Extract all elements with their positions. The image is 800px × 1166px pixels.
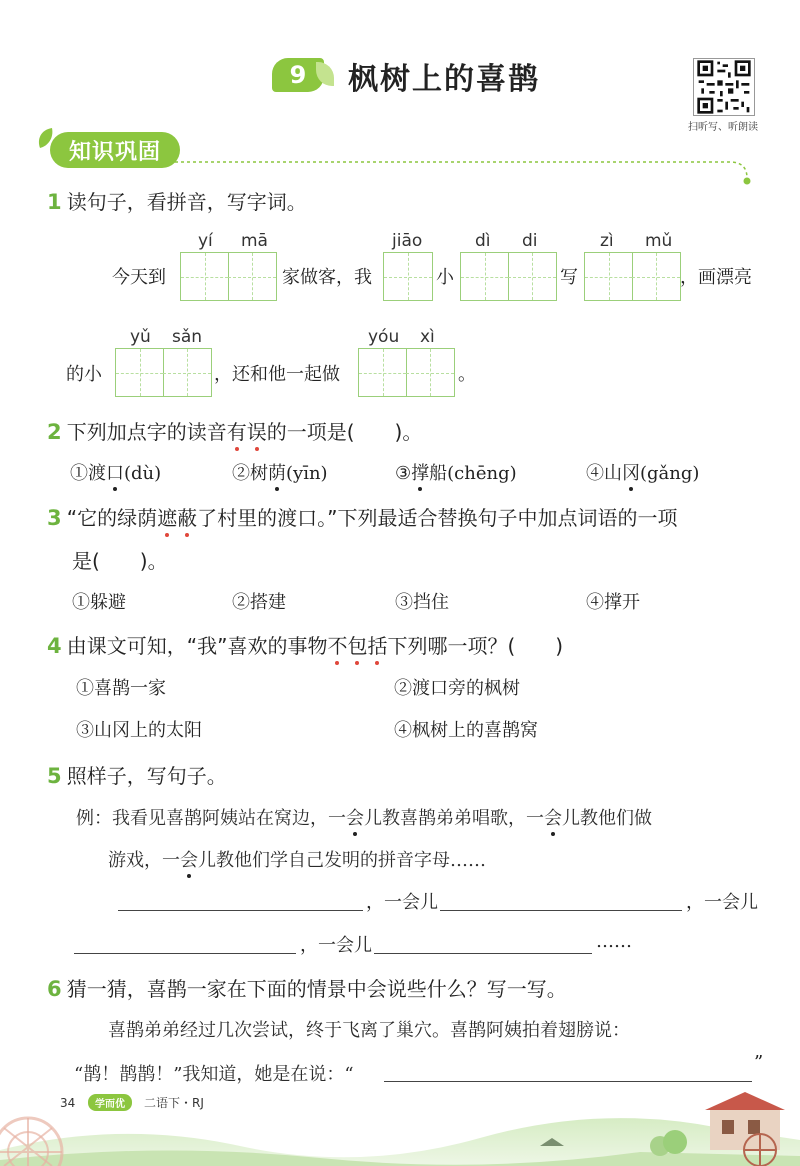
question-number: 5 [47, 764, 62, 788]
lesson-number-badge [272, 58, 324, 92]
question-number: 6 [47, 977, 62, 1001]
emphasis-char: 括 [367, 630, 387, 659]
example-text: 教喜鹊弟弟唱歌， [382, 808, 526, 829]
scenario-line-2: “鹊！鹊鹊！”我知道，她是在说：“ [74, 1064, 354, 1085]
emphasis-char: 口 [106, 459, 124, 485]
question-3 [47, 502, 677, 531]
option-1[interactable] [70, 459, 161, 485]
closing-quote: ” [754, 1052, 764, 1073]
question-prompt: 由课文可知，“我”喜欢的事物 [66, 634, 328, 658]
emphasis-char: 遮 [157, 502, 177, 531]
page-number: 34 [60, 1096, 76, 1110]
fill-text: ，一会儿 [300, 935, 372, 956]
sentence-text: 。 [458, 364, 476, 385]
sentence-text: 今天到 [112, 267, 166, 288]
option-text: (yīn) [286, 463, 328, 484]
option-text: (dù) [124, 463, 162, 484]
question-prompt-end: 是( )。 [72, 549, 168, 573]
writing-box[interactable] [584, 252, 681, 301]
sentence-text: ，还和他一起做 [214, 364, 340, 385]
sentence-text: 家做客，我 [282, 267, 372, 288]
pinyin: dì [475, 231, 491, 251]
question-prompt: 猜一猜，喜鹊一家在下面的情景中会说些什么？写一写。 [66, 977, 567, 1001]
example-text: 教他们学自己发明的拼音字母…… [216, 850, 486, 871]
pinyin: yí [198, 231, 213, 251]
example-line-2 [108, 846, 486, 872]
fill-text: ，一会儿 [686, 892, 758, 913]
answer-blank[interactable] [374, 953, 592, 954]
question-number: 2 [47, 420, 62, 444]
grade-label: 二语下・RJ [144, 1096, 204, 1110]
brand-badge: 学而优 [88, 1094, 132, 1111]
qr-caption: 扫听写、听朗读 [688, 122, 758, 133]
emphasis-phrase: 一会儿 [328, 804, 382, 830]
question-2 [47, 416, 422, 445]
scenario-line-1: 喜鹊弟弟经过几次尝试，终于飞离了巢穴。喜鹊阿姨拍着翅膀说： [108, 1020, 630, 1041]
emphasis-char: 荫 [268, 459, 286, 485]
fill-text: ，一会儿 [366, 892, 438, 913]
answer-blank[interactable] [440, 910, 682, 911]
writing-box[interactable] [460, 252, 557, 301]
option-text: (gǎng) [640, 463, 700, 484]
example-text: 例：我看见喜鹊阿姨站在窝边， [76, 808, 328, 829]
example-line-1 [76, 804, 652, 830]
writing-box[interactable] [115, 348, 212, 397]
pinyin: xì [420, 327, 435, 347]
question-number: 3 [47, 506, 62, 530]
lesson-number: 9 [289, 61, 307, 89]
question-prompt: 下列加点字的读音 [66, 420, 227, 444]
section-title: 知识巩固 [50, 132, 180, 168]
option-4[interactable] [586, 459, 699, 485]
option-2[interactable]: ②渡口旁的枫树 [394, 678, 520, 699]
page-title: 枫树上的喜鹊 [348, 62, 540, 97]
emphasis-char: 撑 [411, 459, 429, 485]
question-1 [47, 186, 307, 215]
option-3[interactable]: ③山冈上的太阳 [76, 720, 202, 741]
question-prompt: 照样子，写句子。 [66, 764, 227, 788]
writing-box[interactable] [358, 348, 455, 397]
sentence-text: 写 [560, 267, 578, 288]
answer-blank[interactable] [118, 910, 363, 911]
question-prompt: “它的绿荫 [66, 506, 158, 530]
footer-scenery [0, 1080, 800, 1166]
sentence-text: ，画漂亮 [680, 267, 752, 288]
emphasis-char: 冈 [622, 459, 640, 485]
option-text: ①渡 [70, 463, 106, 484]
pinyin: di [522, 231, 538, 251]
question-prompt: 读句子，看拼音，写字词。 [66, 190, 307, 214]
emphasis-char: 有 [227, 416, 247, 445]
pinyin: yǔ [130, 327, 151, 347]
sentence-text: 小 [436, 267, 454, 288]
option-4[interactable]: ④撑开 [586, 592, 640, 613]
qr-code-icon [694, 59, 754, 115]
pinyin: mā [241, 231, 268, 251]
writing-box[interactable] [383, 252, 433, 301]
option-text: ③ [395, 463, 412, 484]
question-prompt-end: 的一项是( )。 [266, 420, 423, 444]
example-text: 教他们做 [580, 808, 652, 829]
emphasis-char: 不 [327, 630, 347, 659]
section-divider [175, 160, 755, 186]
question-number: 1 [47, 190, 62, 214]
pinyin: sǎn [172, 327, 203, 347]
option-2[interactable]: ②搭建 [232, 592, 286, 613]
pinyin: jiāo [392, 231, 423, 251]
emphasis-char: 蔽 [177, 502, 197, 531]
answer-blank[interactable] [74, 953, 296, 954]
pinyin: zì [600, 231, 614, 251]
option-text: ④山 [586, 463, 622, 484]
question-number: 4 [47, 634, 62, 658]
option-text: ②树 [232, 463, 268, 484]
sentence-text: 的小 [66, 364, 102, 385]
option-1[interactable]: ①喜鹊一家 [76, 678, 166, 699]
writing-box[interactable] [180, 252, 277, 301]
question-6 [47, 973, 567, 1002]
question-4 [47, 630, 563, 659]
option-1[interactable]: ①躲避 [72, 592, 126, 613]
pinyin: yóu [368, 327, 400, 347]
option-text: 船(chēng) [429, 463, 517, 484]
emphasis-char: 包 [347, 630, 367, 659]
pinyin: mǔ [645, 231, 673, 251]
option-3[interactable]: ③挡住 [395, 592, 449, 613]
emphasis-char: 误 [247, 416, 267, 445]
emphasis-phrase: 一会儿 [162, 846, 216, 872]
qr-code[interactable] [693, 58, 755, 116]
example-text: 游戏， [108, 850, 162, 871]
option-4[interactable]: ④枫树上的喜鹊窝 [394, 720, 538, 741]
emphasis-phrase: 一会儿 [526, 804, 580, 830]
question-prompt-end: 下列哪一项？( ) [387, 634, 564, 658]
fill-text: …… [596, 931, 632, 952]
question-prompt-cont: 了村里的渡口。”下列最适合替换句子中加点词语的一项 [197, 506, 678, 530]
option-2[interactable] [232, 459, 328, 485]
option-3[interactable] [395, 459, 517, 485]
question-5 [47, 760, 227, 789]
